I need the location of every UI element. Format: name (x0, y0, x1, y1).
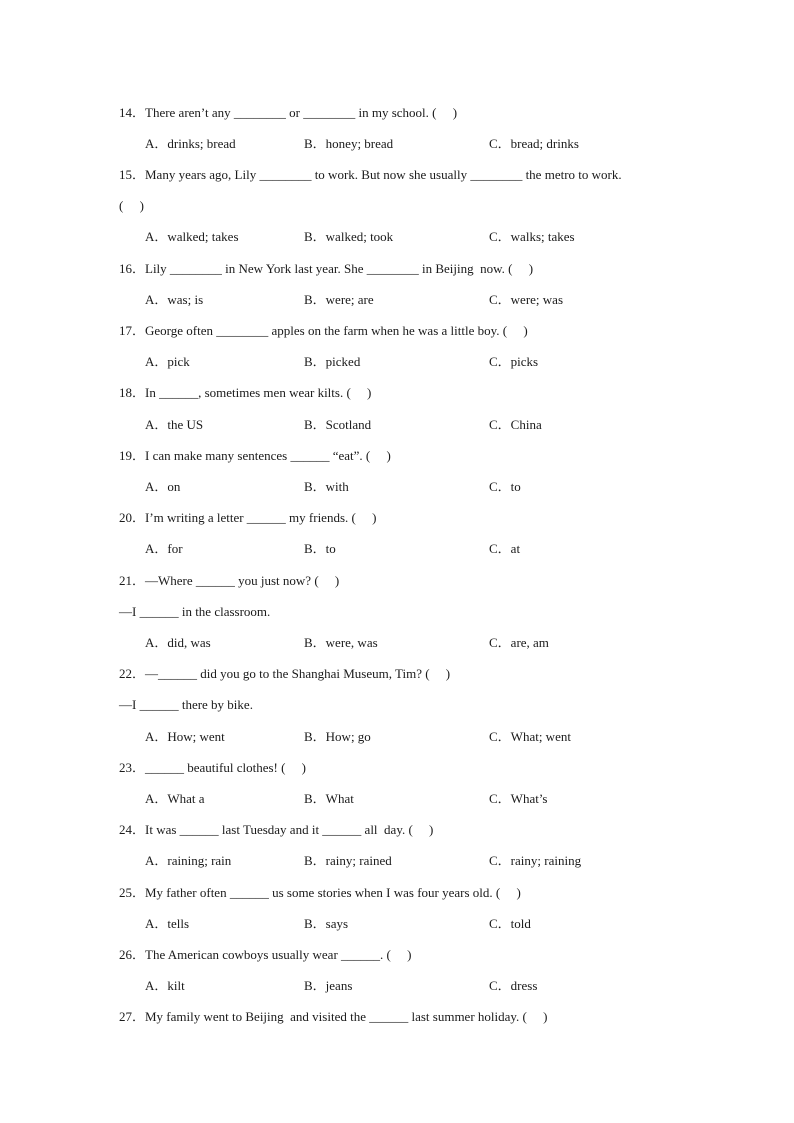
option-a[interactable]: A．tells (145, 916, 190, 931)
option-a[interactable]: A．walked; takes (145, 229, 239, 244)
option-a[interactable]: A．What a (145, 791, 205, 806)
option-b[interactable]: B．were; are (304, 292, 374, 307)
option-a[interactable]: A．pick (145, 354, 190, 369)
option-c[interactable]: C．were; was (489, 292, 564, 307)
question-22: 22．—______ did you go to the Shanghai Museum, Tim? ( ) (119, 666, 451, 681)
option-b[interactable]: B．jeans (304, 978, 353, 993)
question-21: 21．—Where ______ you just now? ( ) (119, 573, 340, 588)
option-c[interactable]: C．China (489, 417, 542, 432)
option-b[interactable]: B．says (304, 916, 349, 931)
option-b[interactable]: B．How; go (304, 729, 371, 744)
option-c[interactable]: C．walks; takes (489, 229, 575, 244)
question-17: 17．George often ________ apples on the farm when he was a little boy. ( ) (119, 323, 528, 338)
option-b[interactable]: B．were, was (304, 635, 378, 650)
option-a[interactable]: A．How; went (145, 729, 225, 744)
option-c[interactable]: C．bread; drinks (489, 136, 579, 151)
question-27: 27．My family went to Beijing and visited the ______ last summer holiday. ( ) (119, 1009, 548, 1024)
option-c[interactable]: C．to (489, 479, 521, 494)
option-c[interactable]: C．What; went (489, 729, 571, 744)
option-b[interactable]: B．with (304, 479, 349, 494)
option-c[interactable]: C．told (489, 916, 531, 931)
option-c[interactable]: C．at (489, 541, 521, 556)
option-a[interactable]: A．the US (145, 417, 204, 432)
option-c[interactable]: C．picks (489, 354, 539, 369)
option-a[interactable]: A．did, was (145, 635, 211, 650)
option-b[interactable]: B．rainy; rained (304, 853, 392, 868)
question-16: 16．Lily ________ in New York last year. She ________ in Beijing now. ( ) (119, 261, 534, 276)
question-21-dialogue-reply: —I ______ in the classroom. (119, 604, 271, 619)
question-24: 24．It was ______ last Tuesday and it ______ all day. ( ) (119, 822, 434, 837)
question-22-dialogue-reply: —I ______ there by bike. (119, 697, 253, 712)
question-15-answer-bracket: ( ) (119, 198, 144, 213)
question-23: 23．______ beautiful clothes! ( ) (119, 760, 307, 775)
option-a[interactable]: A．kilt (145, 978, 185, 993)
question-25: 25．My father often ______ us some stories when I was four years old. ( ) (119, 885, 521, 900)
option-b[interactable]: B．to (304, 541, 336, 556)
option-a[interactable]: A．raining; rain (145, 853, 232, 868)
option-c[interactable]: C．are, am (489, 635, 549, 650)
option-a[interactable]: A．on (145, 479, 181, 494)
option-b[interactable]: B．What (304, 791, 354, 806)
question-19: 19．I can make many sentences ______ “eat”. ( ) (119, 448, 391, 463)
question-18: 18．In ______, sometimes men wear kilts. ( ) (119, 385, 372, 400)
option-c[interactable]: C．rainy; raining (489, 853, 582, 868)
option-b[interactable]: B．picked (304, 354, 361, 369)
option-b[interactable]: B．Scotland (304, 417, 372, 432)
question-20: 20．I’m writing a letter ______ my friends. ( ) (119, 510, 377, 525)
question-15: 15．Many years ago, Lily ________ to work. But now she usually ________ the metro to work. (119, 167, 622, 182)
option-c[interactable]: C．What’s (489, 791, 548, 806)
option-b[interactable]: B．honey; bread (304, 136, 394, 151)
option-c[interactable]: C．dress (489, 978, 538, 993)
question-14: 14．There aren’t any ________ or ________ in my school. ( ) (119, 105, 458, 120)
option-b[interactable]: B．walked; took (304, 229, 394, 244)
option-a[interactable]: A．drinks; bread (145, 136, 236, 151)
option-a[interactable]: A．for (145, 541, 183, 556)
question-26: 26．The American cowboys usually wear ______. ( ) (119, 947, 412, 962)
option-a[interactable]: A．was; is (145, 292, 204, 307)
